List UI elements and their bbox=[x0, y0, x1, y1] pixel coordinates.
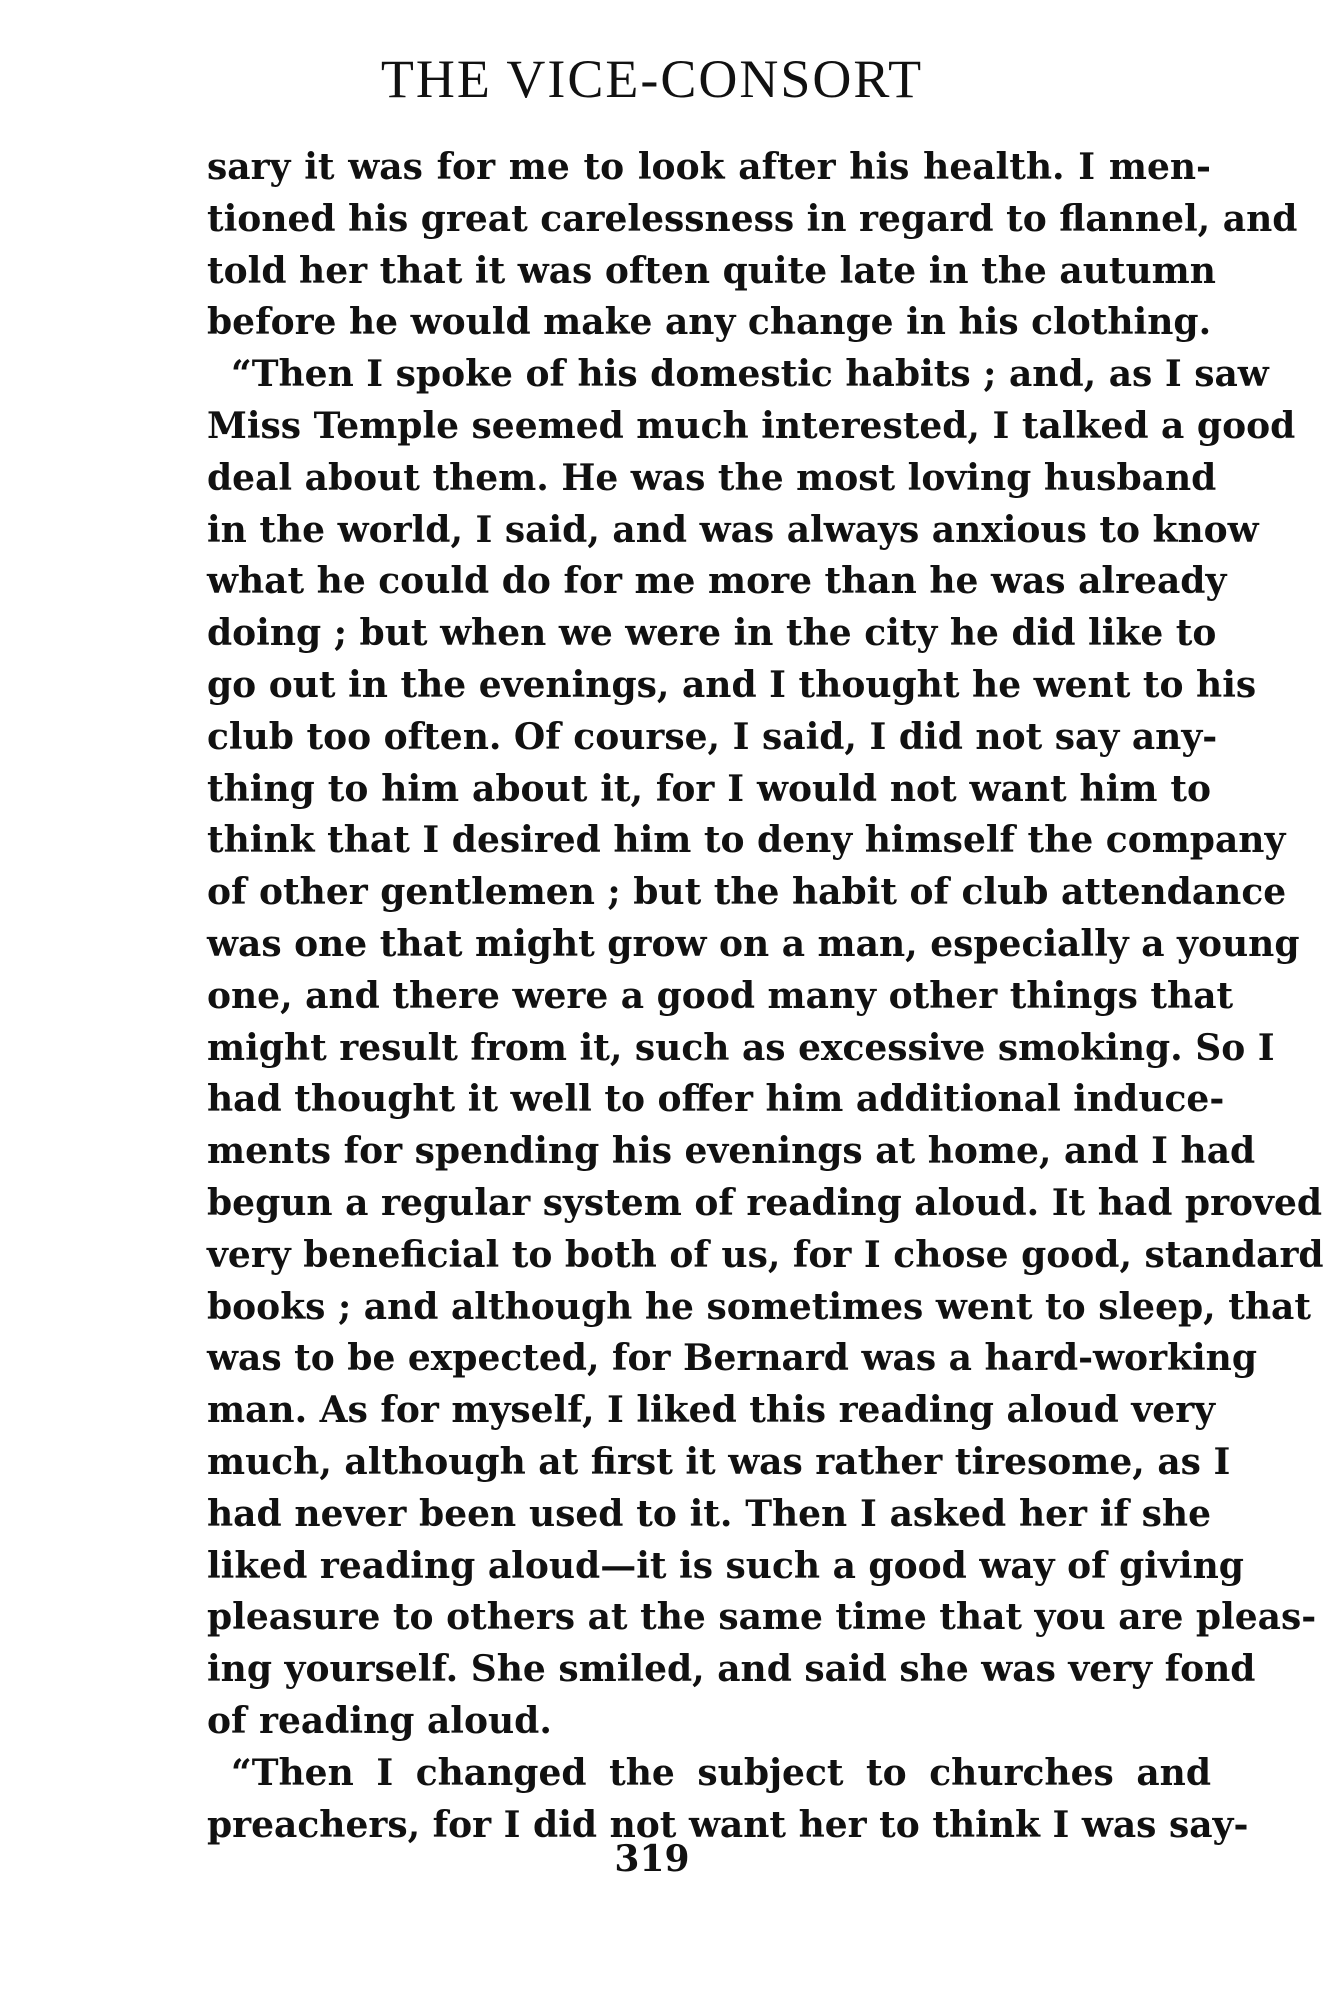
text-line: doing ; but when we were in the city he did like to bbox=[207, 612, 1217, 655]
page-number: 319 bbox=[614, 1838, 690, 1880]
text-line: very beneficial to both of us, for I chose good, standard bbox=[207, 1233, 1324, 1276]
text-line: ing yourself. She smiled, and said she was very fond bbox=[207, 1648, 1256, 1691]
text-line: in the world, I said, and was always anxious to know bbox=[207, 508, 1259, 551]
text-line: think that I desired him to deny himself the company bbox=[207, 819, 1286, 862]
text-line: much, although at first it was rather tiresome, as I bbox=[207, 1440, 1231, 1483]
text-line: go out in the evenings, and I thought he went to his bbox=[207, 663, 1257, 706]
text-line: one, and there were a good many other things that bbox=[207, 974, 1234, 1017]
text-line: had never been used to it. Then I asked her if she bbox=[207, 1492, 1211, 1535]
text-line: pleasure to others at the same time that you are pleas- bbox=[207, 1596, 1317, 1639]
text-line: preachers, for I did not want her to think I was say- bbox=[207, 1803, 1249, 1846]
text-line: sary it was for me to look after his health. I men- bbox=[207, 146, 1211, 188]
text-line: was to be expected, for Bernard was a hard-working bbox=[207, 1337, 1257, 1380]
text-line: “Then I changed the subject to churches and bbox=[231, 1751, 1211, 1794]
body-text bbox=[207, 142, 1324, 1851]
text-line: books ; and although he sometimes went to sleep, that bbox=[207, 1285, 1311, 1328]
text-line: man. As for myself, I liked this reading aloud very bbox=[207, 1389, 1216, 1432]
running-head: THE VICE-CONSORT bbox=[380, 49, 924, 109]
text-line: begun a regular system of reading aloud. It had proved bbox=[207, 1181, 1323, 1224]
text-line: club too often. Of course, I said, I did not say any- bbox=[207, 715, 1218, 758]
text-line: had thought it well to offer him additional induce- bbox=[207, 1078, 1225, 1121]
text-line: tioned his great carelessness in regard to flannel, and bbox=[207, 197, 1298, 240]
text-line: liked reading aloud—it is such a good way of giving bbox=[207, 1544, 1244, 1587]
text-line: thing to him about it, for I would not want him to bbox=[207, 767, 1211, 810]
text-line: ments for spending his evenings at home, and I had bbox=[207, 1130, 1256, 1173]
text-line: was one that might grow on a man, especially a young bbox=[207, 922, 1300, 965]
text-line: might result from it, such as excessive smoking. So I bbox=[207, 1026, 1275, 1069]
text-line: “Then I spoke of his domestic habits ; and, as I saw bbox=[231, 353, 1269, 396]
text-line: deal about them. He was the most loving husband bbox=[207, 456, 1217, 499]
text-line: Miss Temple seemed much interested, I talked a good bbox=[207, 404, 1296, 447]
text-line: before he would make any change in his clothing. bbox=[207, 301, 1212, 344]
text-line: of other gentlemen ; but the habit of club attendance bbox=[207, 871, 1287, 914]
text-line: told her that it was often quite late in the autumn bbox=[207, 249, 1216, 292]
text-line: what he could do for me more than he was already bbox=[207, 560, 1227, 603]
text-line: of reading aloud. bbox=[207, 1699, 552, 1742]
